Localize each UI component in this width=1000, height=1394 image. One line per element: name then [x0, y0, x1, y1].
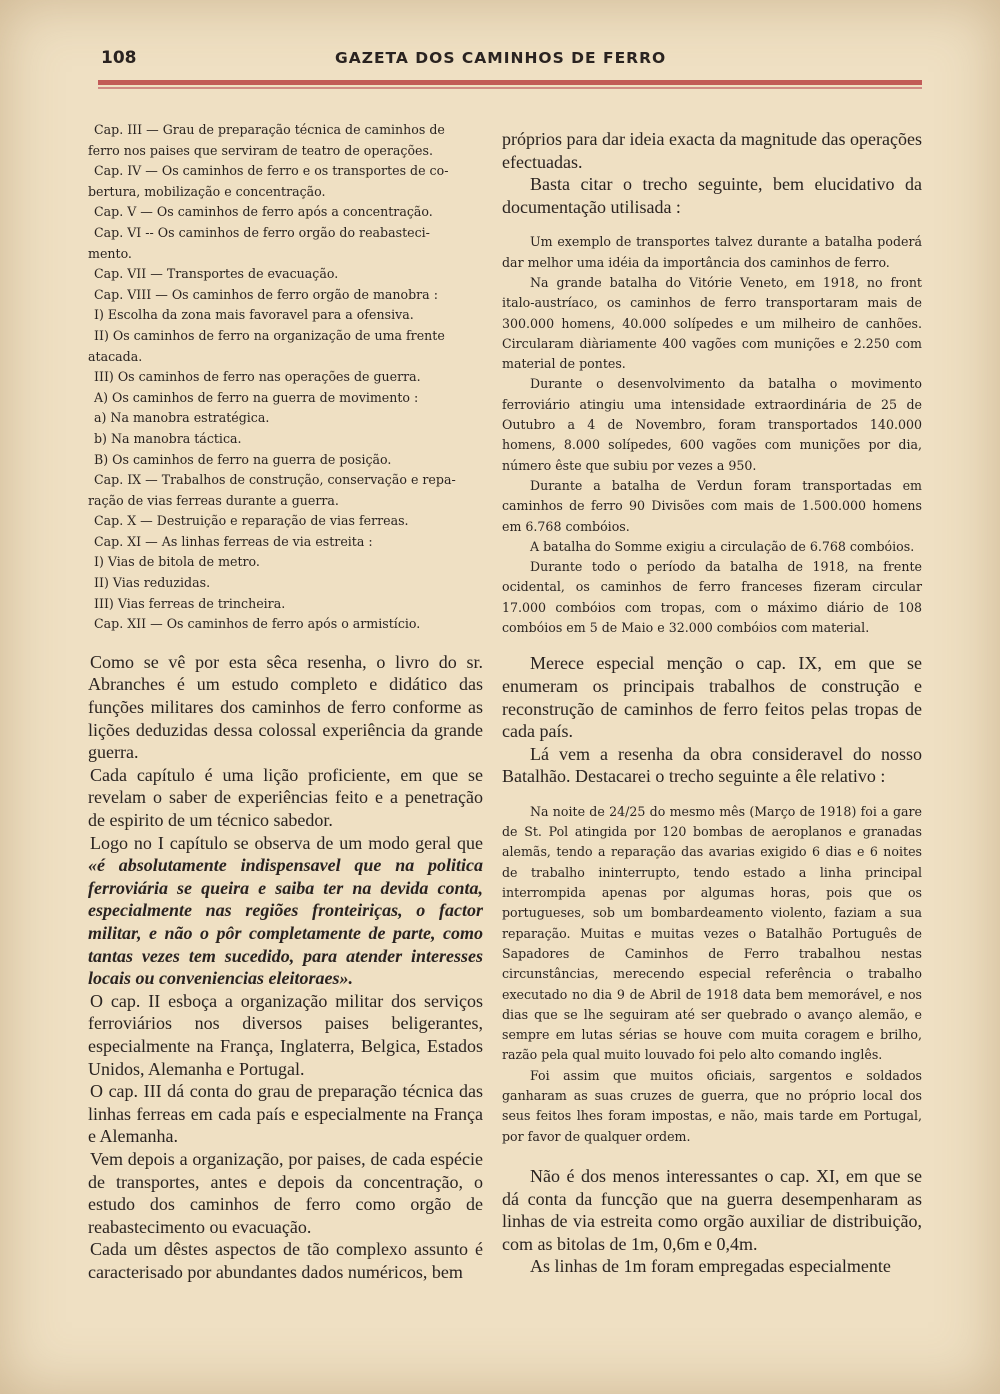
- quote-paragraph: Durante todo o período da batalha de 1918, na frente ocidental, os caminhos de ferro franceses fizeram circular 17.000 combóios com tropas, com o máximo diário de 108 combóios em 5 de Maio e 32.000 combóios com material.: [502, 559, 922, 636]
- chapter-line: Cap. X — Destruição e reparação de vias ferreas.: [94, 513, 409, 529]
- paragraph: [88, 832, 483, 990]
- quote-paragraph: Na grande batalha do Vitórie Veneto, em 1918, no front italo-austríaco, os caminhos de ferro transportaram mais de 300.000 homens, 40.000 solípedes e um milheiro de canhões. Circularam diàriamente 400 vagões com munições e 2.250 com material de pontes.: [502, 274, 922, 372]
- chapter-line: Cap. VI -- Os caminhos de ferro orgão do reabasteci-: [94, 224, 430, 240]
- paragraph: Não é dos menos interessantes o cap. XI, em que se dá conta da funcção que na guerra desempenharam as linhas de via estreita como orgão auxiliar de distribuição, com as bitolas de 1m, 0,6m e 0,4m.: [502, 1165, 922, 1254]
- header-rule: [98, 80, 922, 85]
- chapter-line: Cap. VIII — Os caminhos de ferro orgão de manobra :: [94, 286, 438, 302]
- paragraph: Como se vê por esta sêca resenha, o livro do sr. Abranches é um estudo completo e didático das funções militares dos caminhos de ferro conforme as lições deduzidas dessa colossal experiência da grande guerra.: [88, 651, 483, 763]
- chapter-line: Cap. IV — Os caminhos de ferro e os transportes de co-: [94, 163, 449, 179]
- chapter-line: mento.: [88, 245, 132, 261]
- paragraph: Cada capítulo é uma lição proficiente, em que se revelam o saber de experiências feito e a penetração de espirito de um técnico sabedor.: [88, 764, 483, 830]
- chapter-line: atacada.: [88, 348, 143, 364]
- quote-block-battalion: [502, 802, 922, 1147]
- chapter-line: bertura, mobilização e concentração.: [88, 183, 326, 199]
- chapter-line: A) Os caminhos de ferro na guerra de movimento :: [94, 389, 419, 405]
- chapter-list: [88, 120, 483, 635]
- quote-paragraph: Durante o desenvolvimento da batalha o movimento ferroviário atingiu uma intensidade extraordinária de 25 de Outubro a 4 de Novembro, foram transportados 140.000 homens, 8.000 solípedes, 600 vagões com munições por dia, número êste que subiu por vezes a 950.: [502, 376, 922, 473]
- left-column: [88, 120, 483, 1283]
- quote-paragraph: Foi assim que muitos oficiais, sargentos e soldados ganharam as suas cruzes de guerra, que no próprio local dos seus feitos lhes foram impostas, e não, mais tarde em Portugal, por favor de qualquer ordem.: [502, 1067, 922, 1144]
- chapter-line: I) Escolha da zona mais favoravel para a ofensiva.: [94, 307, 414, 323]
- paragraph: As linhas de 1m foram empregadas especialmente: [530, 1256, 891, 1277]
- quote-block-statistics: [502, 232, 922, 638]
- running-header: [95, 46, 919, 72]
- paragraph: Vem depois a organização, por paises, de cada espécie de transportes, antes e depois da concentração, o estudo dos caminhos de ferro como orgão de reabastecimento ou evacuação.: [88, 1148, 483, 1237]
- paragraph: Lá vem a resenha da obra consideravel do nosso Batalhão. Destacarei o trecho seguinte a êle relativo :: [502, 743, 922, 787]
- chapter-line: ferro nos paises que serviram de teatro de operações.: [88, 142, 433, 158]
- quote-paragraph: A batalha do Somme exigiu a circulação de 6.768 combóios.: [530, 538, 915, 554]
- chapter-line: III) Os caminhos de ferro nas operações de guerra.: [94, 369, 421, 385]
- chapter-line: Cap. IX — Trabalhos de construção, conservação e repa-: [94, 472, 456, 488]
- quote-paragraph: Durante a batalha de Verdun foram transportadas em caminhos de ferro 90 Divisões com mais de 1.500.000 homens em 6.768 combóios.: [502, 477, 922, 534]
- chapter-line: I) Vias de bitola de metro.: [94, 554, 260, 570]
- chapter-line: Cap. VII — Transportes de evacuação.: [94, 266, 339, 282]
- right-column: [502, 128, 922, 1278]
- chapter-line: II) Vias reduzidas.: [94, 575, 211, 591]
- chapter-line: ração de vias ferreas durante a guerra.: [88, 492, 339, 508]
- chapter-line: b) Na manobra táctica.: [94, 430, 242, 446]
- quoted-passage: «é absolutamente indispensavel que na politica ferroviária se queira e saiba ter na devida conta, especialmente nas regiões fronteiriças, o factor militar, e não o pôr completamente de parte, como tantas vezes tem sucedido, para atender interesses locais ou conveniencias eleitoraes».: [88, 855, 483, 989]
- chapter-line: B) Os caminhos de ferro na guerra de posição.: [94, 451, 392, 467]
- paragraph: próprios para dar ideia exacta da magnitude das operações efectuadas.: [502, 129, 922, 172]
- paragraph-lead: Logo no I capítulo se observa de um modo geral que: [90, 832, 483, 853]
- paragraph: O cap. III dá conta do grau de preparação técnica das linhas ferreas em cada país e especialmente na França e Alemanha.: [88, 1081, 483, 1147]
- paragraph: O cap. II esboça a organização militar dos serviços ferroviários nos diversos paises beligerantes, especialmente na França, Inglaterra, Belgica, Estados Unidos, Alemanha e Portugal.: [88, 990, 483, 1079]
- quote-paragraph: Um exemplo de transportes talvez durante a batalha poderá dar melhor uma idéia da importância dos caminhos de ferro.: [502, 234, 922, 270]
- paragraph: Merece especial menção o cap. IX, em que se enumeram os principais trabalhos de construção e reconstrução de caminhos de ferro feitos pelas tropas de cada país.: [502, 653, 922, 742]
- page-number: 108: [101, 48, 137, 68]
- quote-paragraph: Na noite de 24/25 do mesmo mês (Março de 1918) foi a gare de St. Pol atingida por 120 bombas de aeroplanos e granadas alemãs, tendo a reparação das avarias exigido 6 dias e 6 noites de trabalho ininterrupto, tendo estado a linha principal interrompida apenas por algumas horas, pois que os portugueses, sob um bombardeamento violento, faziam a sua reparação. Muitas e muitas vezes o Batalhão Português de Sapadores de Caminhos de Ferro trabalhou nestas circunstâncias, merecendo especial referência o trabalho executado no dia 9 de Abril de 1918 data bem memorável, e nos dias que se lhe seguiram até ser quebrado o avanço alemão, e sempre em lutas sérias se houve com muita coragem e brilho, razão pela qual muito louvado foi pelo alto comando inglês.: [502, 803, 922, 1063]
- chapter-line: Cap. XI — As linhas ferreas de via estreita :: [94, 533, 373, 549]
- chapter-line: II) Os caminhos de ferro na organização de uma frente: [94, 327, 445, 343]
- paragraph: Basta citar o trecho seguinte, bem elucidativo da documentação utilisada :: [502, 174, 922, 217]
- journal-title: GAZETA DOS CAMINHOS DE FERRO: [335, 49, 667, 67]
- chapter-line: Cap. III — Grau de preparação técnica de caminhos de: [94, 122, 445, 137]
- header-rule-thin: [98, 87, 922, 89]
- chapter-line: III) Vias ferreas de trincheira.: [94, 595, 286, 611]
- chapter-line: a) Na manobra estratégica.: [94, 410, 270, 426]
- chapter-line: Cap. XII — Os caminhos de ferro após o armistício.: [94, 616, 421, 632]
- chapter-line: Cap. V — Os caminhos de ferro após a concentração.: [94, 204, 433, 220]
- paragraph: Cada um dêstes aspectos de tão complexo assunto é caracterisado por abundantes dados numéricos, bem: [88, 1239, 483, 1282]
